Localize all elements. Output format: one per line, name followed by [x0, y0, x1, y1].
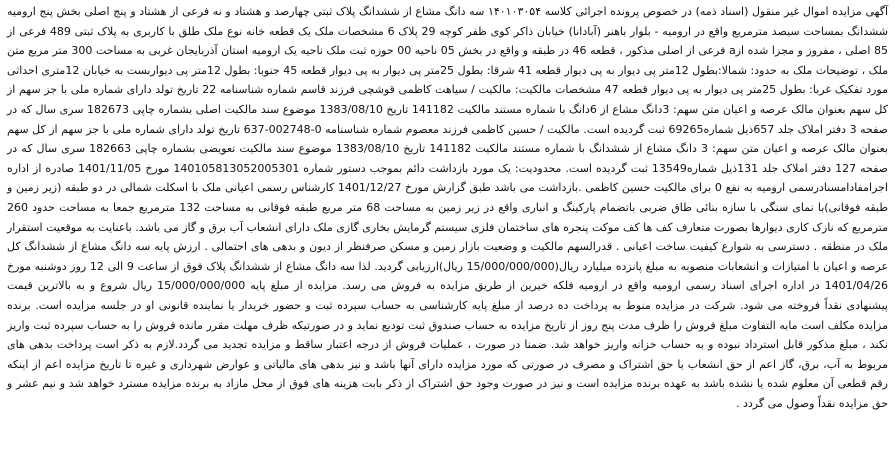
notice-body-text: آگهی مزایده اموال غیر منقول (اسناد ذمه) در خصوص پرونده اجرائی کلاسه ۱۴۰۱۰۳۰۵۴ سه دانگ مشاع از ششدانگ پلاک ثبتی چهارصد و هشتاد و نه فرعی از هشتاد و پنج اصلی بخش پنج ارومیه ششدانگ بمساحت سیصد مترمربع واقع در ارومیه - بلوار باهنر (آبادانا) خیابان ذاکر کوی ظفر کوچه 29 پلاک 6 مشخصات ملک یک قطعه خانه نوع ملک طلق با کاربری به پلاک ثبتی 489 فرعی از 85 اصلی ، مفروز و مجزا شده ازa فرعی از اصلی مذکور ، قطعه 46 در طبقه و واقع در بخش 05 ناحیه 00 حوزه ثبت ملک ناحیه یک ارومیه استان آذربایجان غربی به مساحت 300 متر مربع متن ملک ، توضیحات ملک به حدود: شمالا:بطول 12متر پی دیوار به پی دیوار قطعه 41 شرقا: بطول 25متر پی دیوار به پی دیوار قطعه 45 جنوبا: بطول 12متر پی دیواربست به خیابان 12متری احداثی مورد تفکیک غربا: بطول 25متر پی دیوار به پی دیوار قطعه 47 مشخصات مالکیت: مالکیت / سیاهت کاظمی قوشچی فرزند قاسم شماره شناسنامه 22 تاریخ تولد دارای شماره ملی با جز سهم از کل سهم بعنوان مالک عرصه و اعیان متن سهم: 3دانگ مشاع از 6دانگ با شماره مستند مالکیت 141182 تاریخ 1383/08/10 موضوع سند مالکیت اصلی بشماره چاپی 182673 سری سال که در صفحه 3 دفتر املاک جلد 657ذیل شماره69265 ثبت گردیده است. مالکیت / حسین کاظمی فرزند معصوم شماره شناسنامه 0-002748-637 تاریخ تولد دارای شماره ملی با جز سهم از کل سهم بعنوان مالک عرصه و اعیان متن سهم: 3 دانگ مشاع از ششدانگ با شماره مستند مالکیت 141182 تاریخ 1383/08/10 موضوع سند مالکیت تعویضی بشماره چاپی 182663 سری سال که در صفحه 127 دفتر املاک جلد 131ذیل شماره13549 ثبت گردیده است. محدودیت: یک مورد بازداشت دائم بموجب دستور شماره 140105813052005301 مورخ 1401/11/05 صادره از اداره اجرامفادامسنادرسمی ارومیه به نفع 0 برای مالکیت حسین کاظمی .بازداشت می باشد طبق گزارش مورخ 1401/12/27 کارشناس رسمی اعیانی ملک با اسکلت شمالی در دو طبقه (زیر زمین و طبقه فوقانی)با نمای سنگی با سازه بنائی طاق ضربی باتضمام پارکینگ و انباری واقع در زیر زمین به مساحت 68 متر مربع طبقه فوقانی به مساحت 132 مترمربع جمعا به مساحت حدود 260 مترمربع که نازک کاری دیوارها بصورت متعارف کف ها کف موکت پنجره های ساختمان فلزی سیستم گرمایش بخاری گازی ملک دارای انشعاب آب برق و گاز می باشد. باعنایت به موقعیت استقرار ملک در منطقه . دسترسی به شوارع کیفیت ساخت اعیانی . قدرالسهم مالکیت و وضعیت بازار زمین و مسکن صرفنظر از دیون و بدهی های احتمالی . ارزش پایه سه دانگ مشاع از ششدانگ کل عرصه و اعیان با امتیازات و انشعابات منصوبه به مبلغ پانزده میلیارد ریال(15/000/000/000 ریال)ارزیابی گردید. لذا سه دانگ مشاع از ششدانگ پلاک فوق از ساعت 9 الی 12 روز دوشنبه مورخ 1401/04/26 در اداره اجرای اسناد رسمی ارومیه واقع در ارومیه فلکه خیرین از طریق مزایده به فروش می رسد. مزایده از مبلغ پایه 15/000/000/000 ریال شروع و به بالاترین قیمت پیشنهادی نقداً فروخته می شود. شرکت در مزایده منوط به پرداخت ده درصد از مبلغ پایه کارشناسی به حساب سپرده ثبت و حضور خریدار یا نماینده قانونی او در جلسه مزایده است. برنده مزایده مکلف است مابه التفاوت مبلغ فروش را ظرف مدت پنج روز از تاریخ مزایده به حساب صندوق ثبت تودیع نماید و در صورتیکه ظرف مهلت مقرر مانده فروش را به حساب سپرده ثبت واریز نکند ، مبلغ مذکور قابل استرداد نبوده و به حساب خزانه واریز خواهد شد. ضمنا در صورت ، عملیات فروش از درجه اعتبار ساقط و مزایده تجدید می گردد.لازم به ذکر است پرداخت بدهی های مربوط به آب، برق، گاز اعم از حق انشعاب یا حق اشتراک و مصرف در صورتی که مورد مزایده دارای آنها باشد و نیز بدهی های مالیاتی و عوارض شهرداری و غیره تا تاریخ مزایده اعم از اینکه رقم قطعی آن معلوم شده یا نشده باشد به عهده برنده مزایده است و نیز در صورت وجود حق اشتراک از ذکر بابت هزینه های فوق از محل مازاد به برنده مزایده مسترد خواهد شد و نیم عشر و حق مزایده نقداً وصول می گردد .	[6, 5, 889, 410]
